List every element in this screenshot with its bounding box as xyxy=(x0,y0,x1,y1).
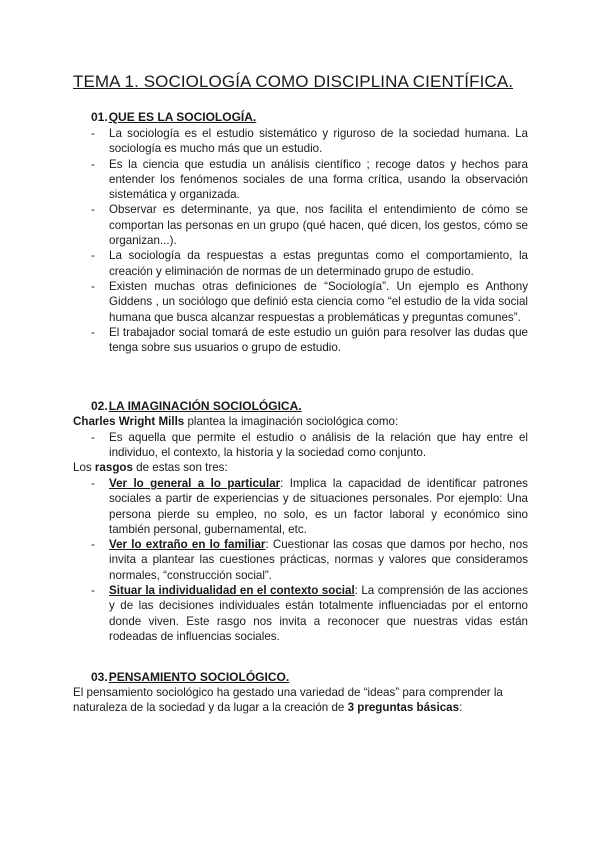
list-item: - Es la ciencia que estudia un análisis científico ; recoge datos y hechos para entender los fenómenos sociales de una forma crítica, usando la observación sistemática y organizada. xyxy=(91,157,528,202)
list-item: - Observar es determinante, ya que, nos facilita el entendimiento de cómo se comportan las personas en un grupo (qué hacen, qué dicen, los gestos, cómo se organizan...). xyxy=(91,203,528,248)
page-title: TEMA 1. SOCIOLOGÍA COMO DISCIPLINA CIENTÍFICA. xyxy=(73,72,514,91)
author-name: Charles Wright Mills xyxy=(73,415,185,428)
section-2-list xyxy=(91,430,528,461)
section-2-intro: Charles Wright Mills plantea la imaginación sociológica como: xyxy=(73,415,399,428)
section-label: LA IMAGINACIÓN SOCIOLÓGICA. xyxy=(108,399,302,413)
trait-item: - Ver lo general a lo particular: Implica la capacidad de identificar patrones sociales a partir de experiencias y de situaciones personales. Por ejemplo: Una persona pierde su empleo, no solo, es un factor laboral y económico sino también personal, gubernamental, etc. xyxy=(91,477,528,536)
traits-list xyxy=(91,476,528,644)
trait-item: - Situar la individualidad en el contexto social: La comprensión de las acciones y de las decisiones individuales están totalmente influenciadas por el entorno donde viven. Este rasgo nos invita a reconocer que nuestras vidas están rodeadas de influencias sociales. xyxy=(91,584,528,643)
list-item: - Es aquella que permite el estudio o análisis de la relación que hay entre el individuo, el contexto, la historia y la sociedad como conjunto. xyxy=(91,431,528,460)
section-number: 03. xyxy=(91,670,108,684)
section-heading-2 xyxy=(91,399,302,413)
list-item: - El trabajador social tomará de este estudio un guión para resolver las dudas que tenga sobre sus usuarios o grupo de estudio. xyxy=(91,325,528,355)
list-item: - La sociología es el estudio sistemático y riguroso de la sociedad humana. La sociología es mucho más que un estudio. xyxy=(91,127,528,156)
trait-key: Situar la individualidad en el contexto social xyxy=(109,584,355,598)
section-heading-1 xyxy=(91,110,256,124)
section-label: PENSAMIENTO SOCIOLÓGICO. xyxy=(108,670,290,684)
trait-key: Ver lo extraño en lo familiar xyxy=(109,538,266,552)
section-number: 01. xyxy=(91,110,108,124)
list-item: - La sociología da respuestas a estas preguntas como el comportamiento, la creación y eliminación de normas de un determinado grupo de estudio. xyxy=(91,249,528,278)
trait-key: Ver lo general a lo particular xyxy=(109,477,281,490)
list-item: - Existen muchas otras definiciones de “Sociología”. Un ejemplo es Anthony Giddens , un sociólogo que definió esta ciencia como “el estudio de la vida social humana que busca alcanzar respuestas a problemáticas y preguntas comunes”. xyxy=(91,279,528,324)
rasgos-line: Los rasgos de estas son tres: xyxy=(73,461,228,474)
section-3-paragraph: El pensamiento sociológico ha gestado una variedad de “ideas” para comprender la naturaleza de la sociedad y da lugar a la creación de 3 preguntas básicas: xyxy=(73,686,503,715)
section-heading-3 xyxy=(91,670,289,684)
trait-item: - Ver lo extraño en lo familiar: Cuestionar las cosas que damos por hecho, nos invita a plantear las cuestiones prácticas, normas y valores que consideramos normales, “construcción social”. xyxy=(91,538,528,582)
section-1-list xyxy=(91,126,528,355)
section-number: 02. xyxy=(91,399,108,413)
section-label: QUE ES LA SOCIOLOGÍA. xyxy=(108,110,257,124)
